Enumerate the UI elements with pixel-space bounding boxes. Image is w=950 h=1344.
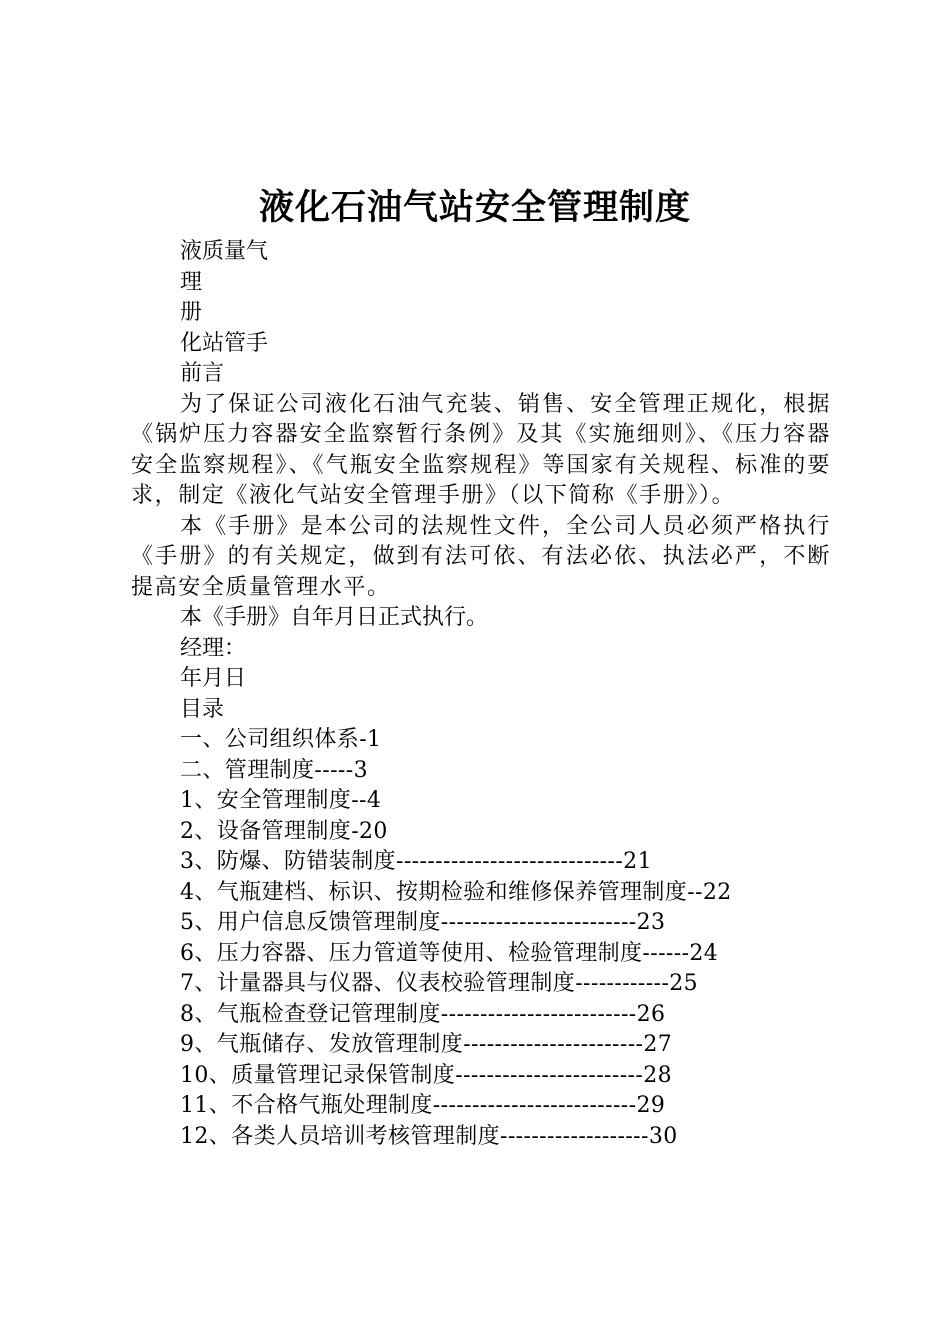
preface-paragraph: 为了保证公司液化石油气充装、销售、安全管理正规化，根据《锅炉压力容器安全监察暂行条例》及其《实施细则》、《压力容器安全监察规程》、《气瓶安全监察规程》等国家有关规程、标准的要求，制定《液化气站安全管理手册》（以下简称《手册》）。 bbox=[131, 391, 831, 508]
effective-date-line: 本《手册》自年月日正式执行。 bbox=[180, 605, 489, 630]
toc-entry: 一、公司组织体系-1 bbox=[180, 727, 382, 752]
document-body bbox=[131, 237, 831, 1152]
toc-entry: 二、管理制度-----3 bbox=[180, 757, 368, 783]
toc-entry: 12、各类人员培训考核管理制度-------------------30 bbox=[180, 1123, 678, 1149]
toc-entry: 7、计量器具与仪器、仪表校验管理制度------------25 bbox=[180, 971, 698, 996]
header-line: 化站管手 bbox=[180, 330, 269, 356]
toc-entry: 3、防爆、防错装制度-----------------------------21 bbox=[180, 849, 652, 874]
header-line: 册 bbox=[180, 300, 203, 325]
header-line: 理 bbox=[180, 269, 203, 295]
toc-entry: 1、安全管理制度--4 bbox=[180, 788, 382, 813]
header-line: 液质量气 bbox=[180, 239, 269, 264]
toc-entry: 6、压力容器、压力管道等使用、检验管理制度------24 bbox=[180, 940, 719, 966]
toc-entry: 11、不合格气瓶处理制度--------------------------29 bbox=[180, 1093, 666, 1118]
toc-entry: 5、用户信息反馈管理制度-------------------------23 bbox=[180, 910, 666, 935]
signature-manager: 经理： bbox=[180, 635, 247, 661]
signature-date: 年月日 bbox=[180, 666, 247, 691]
toc-entry: 2、设备管理制度-20 bbox=[180, 818, 388, 844]
toc-heading: 目录 bbox=[180, 696, 225, 722]
toc-entry: 10、质量管理记录保管制度------------------------28 bbox=[180, 1062, 672, 1088]
toc-entry: 9、气瓶储存、发放管理制度-----------------------27 bbox=[180, 1032, 673, 1057]
preface-heading: 前言 bbox=[180, 361, 225, 386]
preface-paragraph: 本《手册》是本公司的法规性文件，全公司人员必须严格执行《手册》的有关规定，做到有法可依、有法必依、执法必严，不断提高安全质量管理水平。 bbox=[131, 513, 831, 600]
toc-entry: 8、气瓶检查登记管理制度-------------------------26 bbox=[180, 1001, 666, 1027]
document-title: 液化石油气站安全管理制度 bbox=[258, 187, 691, 228]
toc-entry: 4、气瓶建档、标识、按期检验和维修保养管理制度--22 bbox=[180, 879, 732, 905]
